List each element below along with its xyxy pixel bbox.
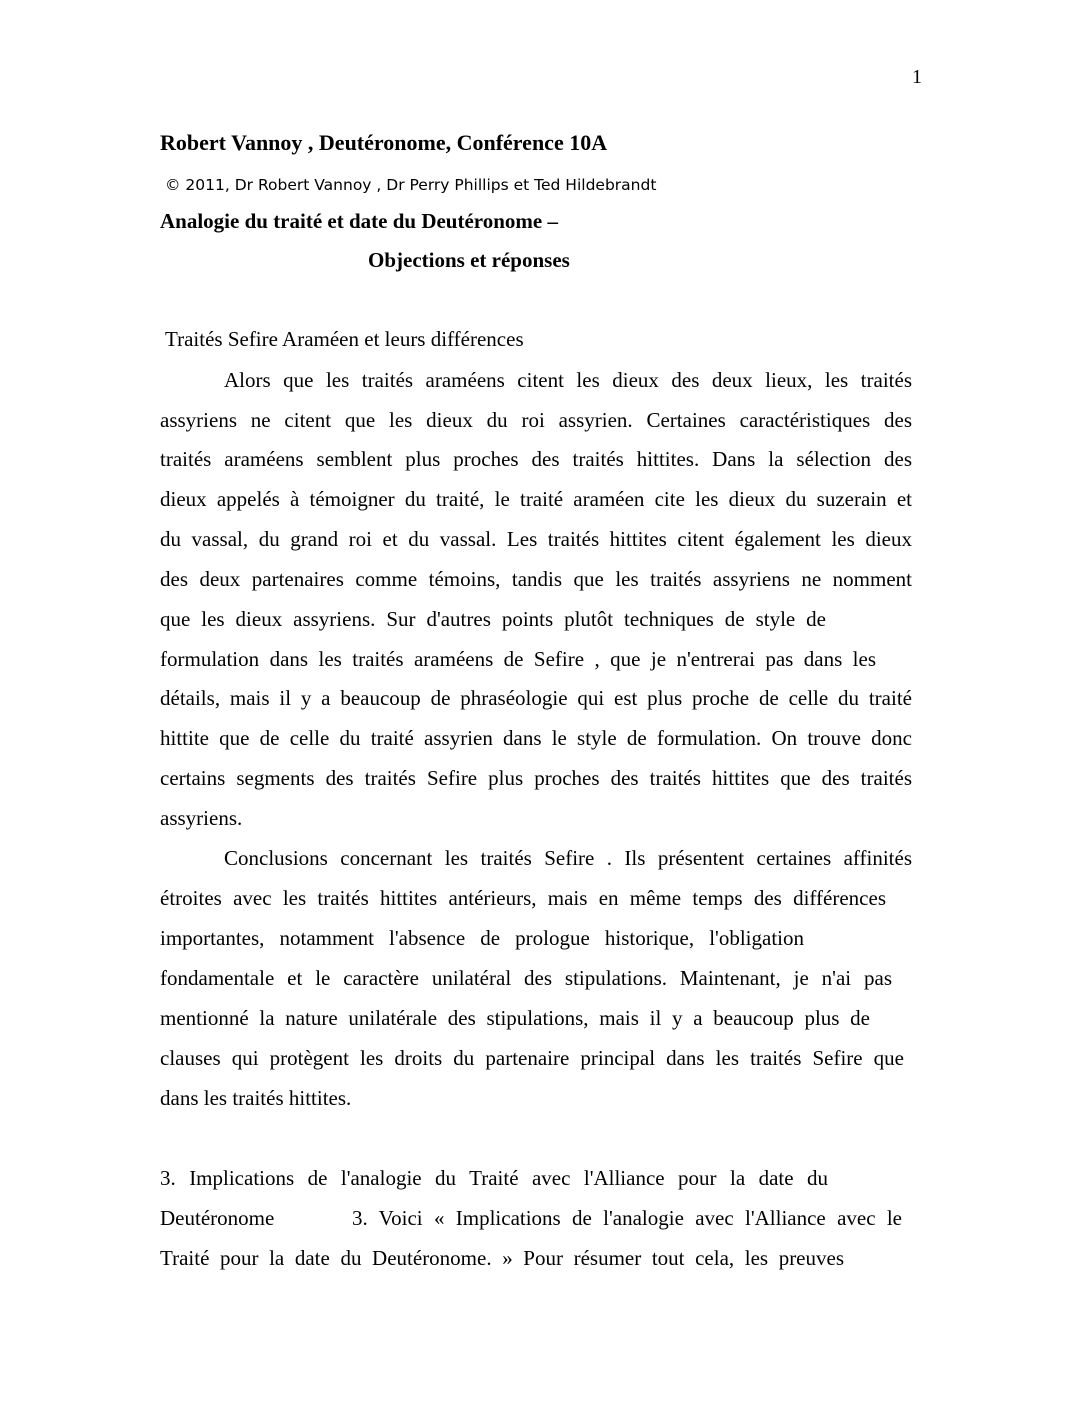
paragraph-line: clauses qui protègent les droits du partenaire principal dans les traités Sefire que — [160, 1046, 904, 1070]
paragraph-line: assyriens ne citent que les dieux du roi assyrien. Certaines caractéristiques des — [160, 408, 912, 432]
paragraph-line: détails, mais il y a beaucoup de phraséologie qui est plus proche de celle du traité — [160, 686, 912, 710]
paragraph-line: Deutéronome — [160, 1206, 275, 1230]
paragraph-line: certains segments des traités Sefire plus proches des traités hittites que des traités — [160, 766, 912, 790]
paragraph-line: dieux appelés à témoigner du traité, le traité araméen cite les dieux du suzerain et — [160, 487, 912, 511]
paragraph-line: des deux partenaires comme témoins, tandis que les traités assyriens ne nomment — [160, 567, 912, 591]
paragraph-line: Traité pour la date du Deutéronome. » Pour résumer tout cela, les preuves — [160, 1246, 844, 1270]
paragraph-line: hittite que de celle du traité assyrien dans le style de formulation. On trouve donc — [160, 726, 912, 750]
document-title: Robert Vannoy , Deutéronome, Conférence 10A — [160, 130, 608, 155]
section-heading: Traités Sefire Araméen et leurs différences — [165, 327, 524, 351]
paragraph-line: importantes, notamment l'absence de prologue historique, l'obligation — [160, 926, 804, 950]
paragraph-line: Alors que les traités araméens citent les dieux des deux lieux, les traités — [224, 368, 912, 392]
paragraph-line: Conclusions concernant les traités Sefire . Ils présentent certaines affinités — [224, 846, 912, 870]
paragraph-line: dans les traités hittites. — [160, 1086, 352, 1110]
page-number: 1 — [912, 66, 922, 88]
paragraph-line: étroites avec les traités hittites antérieurs, mais en même temps des différences — [160, 886, 886, 910]
paragraph-line: que les dieux assyriens. Sur d'autres points plutôt techniques de style de — [160, 607, 826, 631]
paragraph-line: du vassal, du grand roi et du vassal. Les traités hittites citent également les dieux — [160, 527, 912, 551]
copyright: © 2011, Dr Robert Vannoy , Dr Perry Phillips et Ted Hildebrandt — [165, 176, 657, 194]
paragraph-line: traités araméens semblent plus proches des traités hittites. Dans la sélection des — [160, 447, 912, 471]
paragraph-line: 3. Implications de l'analogie du Traité avec l'Alliance pour la date du — [160, 1166, 828, 1190]
paragraph-line: fondamentale et le caractère unilatéral des stipulations. Maintenant, je n'ai pas — [160, 966, 892, 990]
subtitle-line-1: Analogie du traité et date du Deutéronome – — [160, 209, 558, 233]
paragraph-line: formulation dans les traités araméens de Sefire , que je n'entrerai pas dans les — [160, 647, 876, 671]
paragraph-line: assyriens. — [160, 806, 243, 830]
paragraph-line: mentionné la nature unilatérale des stipulations, mais il y a beaucoup plus de — [160, 1006, 870, 1030]
subtitle-line-2: Objections et réponses — [368, 248, 570, 272]
paragraph-line: 3. Voici « Implications de l'analogie avec l'Alliance avec le — [352, 1206, 902, 1230]
